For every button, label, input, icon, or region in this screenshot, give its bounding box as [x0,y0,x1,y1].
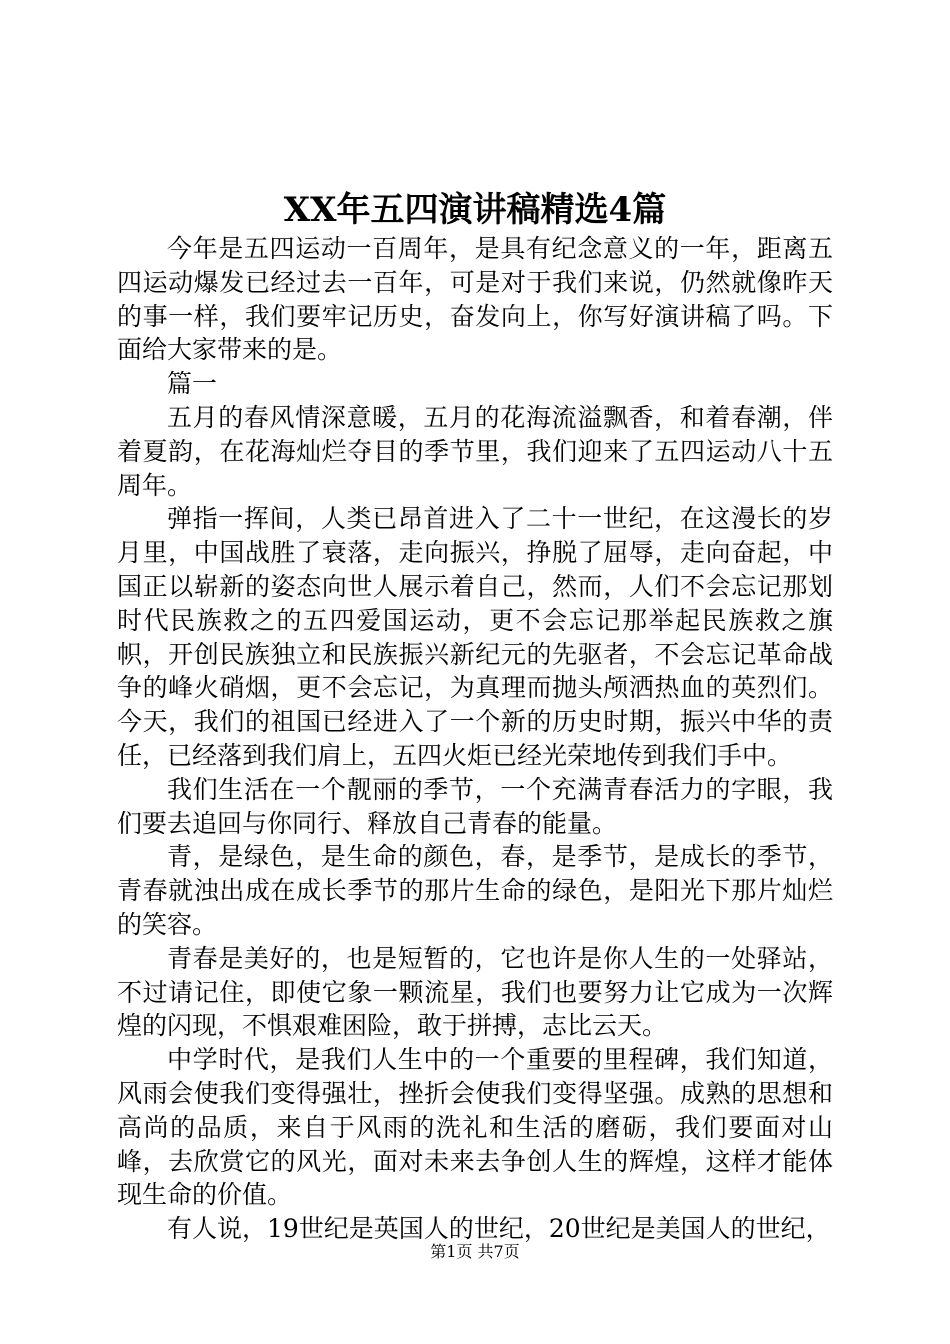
paragraph: 我们生活在一个靓丽的季节，一个充满青春活力的字眼，我们要去追回与你同行、释放自己青春的能量。 [117,774,833,838]
paragraph: 弹指一挥间，人类已昂首进入了二十一世纪，在这漫长的岁月里，中国战胜了衰落，走向振兴，挣脱了屈辱，走向奋起，中国正以崭新的姿态向世人展示着自己，然而，人们不会忘记那划时代民族救之的五四爱国运动，更不会忘记那举起民族救之旗帜，开创民族独立和民族振兴新纪元的先驱者，不会忘记革命战争的峰火硝烟，更不会忘记，为真理而抛头颅洒热血的英烈们。今天，我们的祖国已经进入了一个新的历史时期，振兴中华的责任，已经落到我们肩上，五四火炬已经光荣地传到我们手中。 [117,504,833,770]
paragraph-intro: 今年是五四运动一百周年，是具有纪念意义的一年，距离五四运动爆发已经过去一百年，可是对于我们来说，仍然就像昨天的事一样，我们要牢记历史，奋发向上，你写好演讲稿了吗。下面给大家带来的是。 [117,234,833,365]
page-title: XX年五四演讲稿精选4篇 [283,190,667,230]
paragraph: 青春是美好的，也是短暂的，它也许是你人生的一处驿站，不过请记住，即使它象一颗流星，我们也要努力让它成为一次辉煌的闪现，不惧艰难困险，敢于拼搏，志比云天。 [117,943,833,1041]
paragraph: 五月的春风情深意暖，五月的花海流溢飘香，和着春潮，伴着夏韵，在花海灿烂夺目的季节里，我们迎来了五四运动八十五周年。 [117,402,833,500]
paragraph: 青，是绿色，是生命的颜色，春，是季节，是成长的季节，青春就浊出成在成长季节的那片生命的绿色，是阳光下那片灿烂的笑容。 [117,842,833,939]
page-number-footer: 第1页 共7页 [430,1242,520,1261]
paragraph: 有人说，19世纪是英国人的世纪，20世纪是美国人的世纪， [167,1214,831,1244]
document-body [117,232,833,1246]
section-heading-part-one: 篇一 [167,369,218,399]
paragraph: 中学时代，是我们人生中的一个重要的里程碑，我们知道，风雨会使我们变得强壮，挫折会使我们变得坚强。成熟的思想和高尚的品质，来自于风雨的洗礼和生活的磨砺，我们要面对山峰，去欣赏它的风光，面对未来去争创人生的辉煌，这样才能体现生命的价值。 [117,1045,833,1210]
